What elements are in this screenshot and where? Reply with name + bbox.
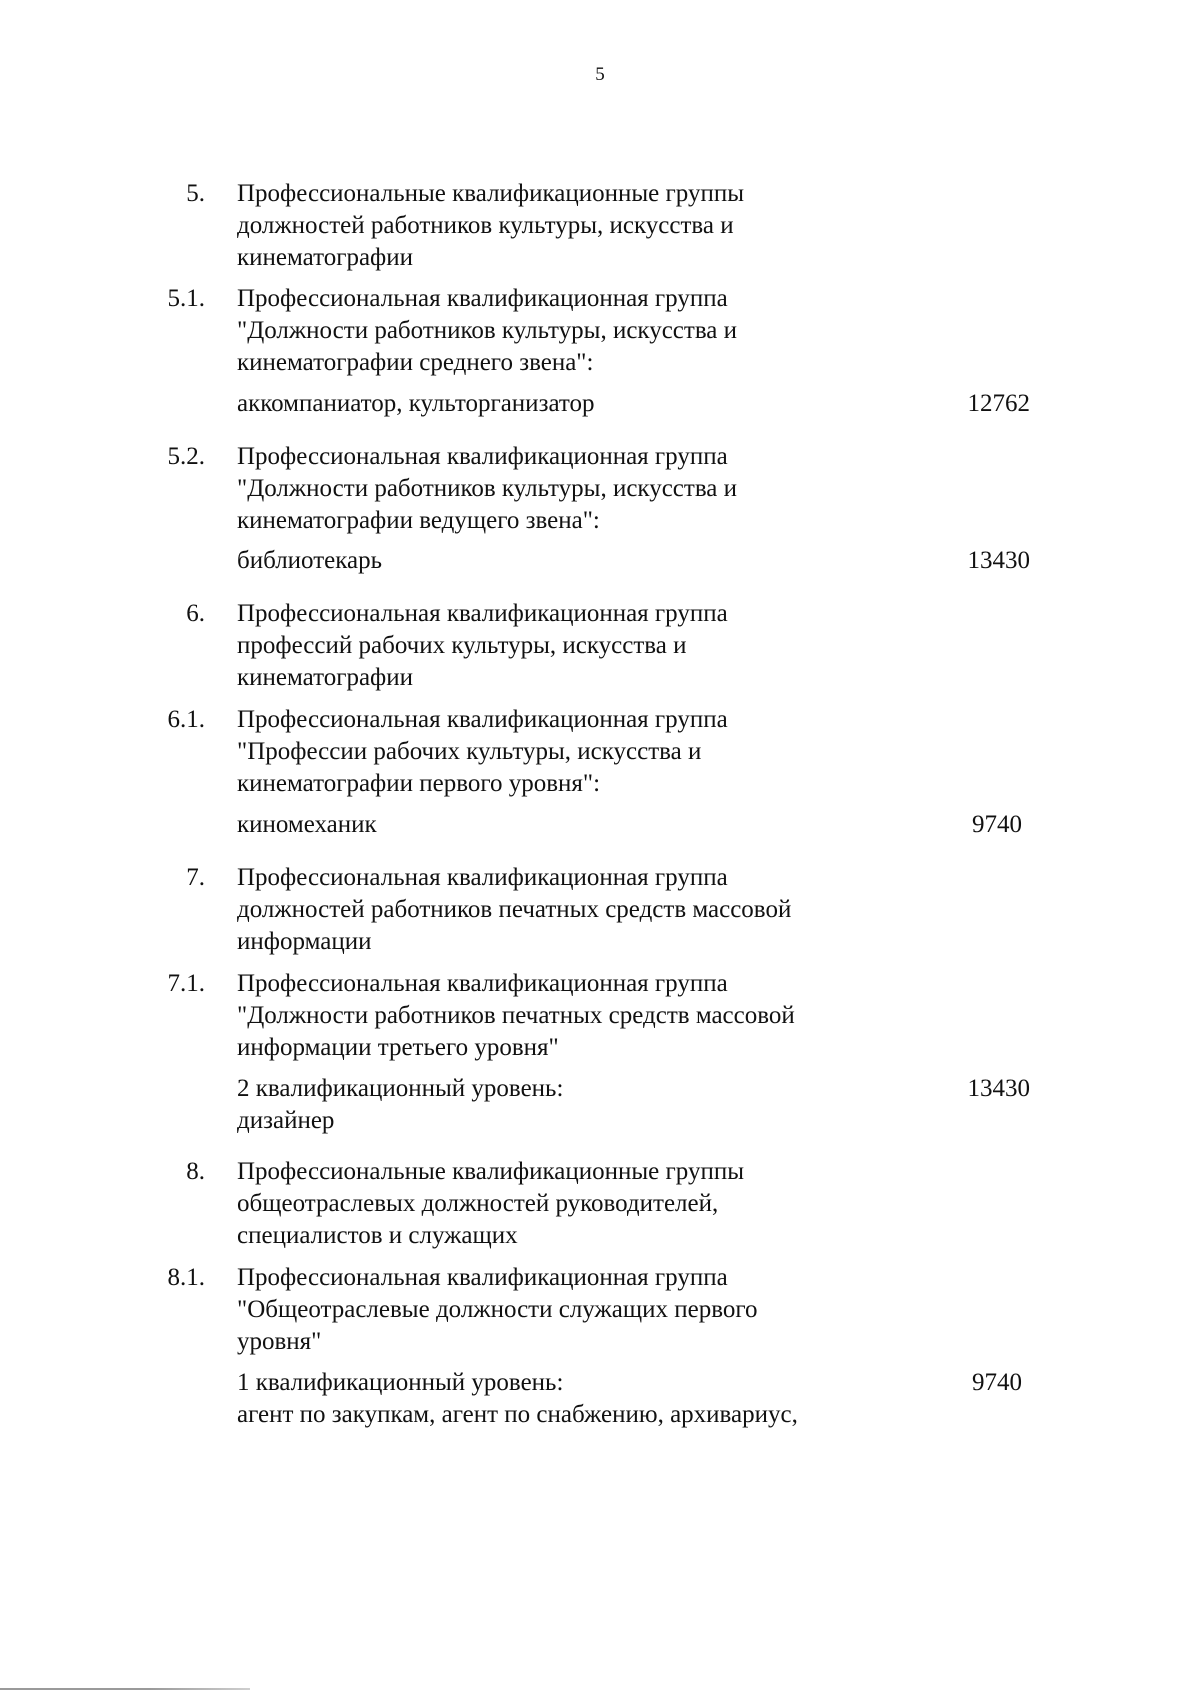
text-line: кинематографии	[237, 664, 414, 691]
section-number: 7.1.	[167, 970, 205, 997]
text-line: Профессиональная квалификационная группа	[237, 1264, 728, 1291]
section-text	[237, 283, 917, 379]
position-text	[237, 1367, 917, 1431]
text-line: Профессиональные квалификационные группы	[237, 180, 745, 207]
section-number: 5.1.	[167, 285, 205, 312]
text-line: кинематографии первого уровня":	[237, 770, 601, 797]
text-line: Профессиональная квалификационная группа	[237, 864, 728, 891]
salary-value: 9740	[972, 811, 1022, 838]
text-line: библиотекарь	[237, 547, 383, 574]
salary-value: 12762	[967, 390, 1030, 417]
text-line: "Общеотраслевые должности служащих первого	[237, 1296, 758, 1323]
section-text	[237, 968, 917, 1064]
section-text	[237, 598, 917, 694]
salary-value: 9740	[972, 1369, 1022, 1396]
section-number: 8.1.	[167, 1264, 205, 1291]
salary-value: 13430	[967, 547, 1030, 574]
text-line: информации	[237, 928, 372, 955]
salary-value: 13430	[967, 1075, 1030, 1102]
position-text	[237, 545, 917, 577]
section-number: 6.	[186, 600, 205, 627]
text-line: кинематографии среднего звена":	[237, 349, 594, 376]
text-line: уровня"	[237, 1328, 322, 1355]
section-text	[237, 704, 917, 800]
text-line: 1 квалификационный уровень:	[237, 1369, 564, 1396]
section-number: 5.2.	[167, 443, 205, 470]
scan-artifact-divider	[0, 1688, 250, 1690]
text-line: общеотраслевых должностей руководителей,	[237, 1190, 719, 1217]
text-line: агент по закупкам, агент по снабжению, архивариус,	[237, 1401, 798, 1428]
text-line: кинематографии ведущего звена":	[237, 507, 600, 534]
text-line: Профессиональная квалификационная группа	[237, 285, 728, 312]
section-text	[237, 441, 917, 537]
text-line: специалистов и служащих	[237, 1222, 518, 1249]
section-text	[237, 1262, 917, 1358]
text-line: должностей работников культуры, искусства и	[237, 212, 734, 239]
text-line: должностей работников печатных средств массовой	[237, 896, 792, 923]
text-line: "Должности работников печатных средств массовой	[237, 1002, 795, 1029]
text-line: Профессиональные квалификационные группы	[237, 1158, 745, 1185]
text-line: кинематографии	[237, 244, 414, 271]
text-line: 2 квалификационный уровень:	[237, 1075, 564, 1102]
position-text	[237, 809, 917, 841]
section-number: 7.	[186, 864, 205, 891]
text-line: "Должности работников культуры, искусства и	[237, 317, 738, 344]
page-number: 5	[595, 64, 605, 85]
text-line: Профессиональная квалификационная группа	[237, 970, 728, 997]
text-line: информации третьего уровня"	[237, 1034, 559, 1061]
position-text	[237, 1073, 917, 1137]
section-text	[237, 1156, 917, 1252]
text-line: "Профессии рабочих культуры, искусства и	[237, 738, 702, 765]
section-text	[237, 178, 917, 274]
text-line: Профессиональная квалификационная группа	[237, 706, 728, 733]
section-text	[237, 862, 917, 958]
text-line: киномеханик	[237, 811, 377, 838]
position-text	[237, 388, 917, 420]
text-line: профессий рабочих культуры, искусства и	[237, 632, 687, 659]
section-number: 6.1.	[167, 706, 205, 733]
section-number: 8.	[186, 1158, 205, 1185]
text-line: аккомпаниатор, культорганизатор	[237, 390, 595, 417]
text-line: Профессиональная квалификационная группа	[237, 600, 728, 627]
text-line: дизайнер	[237, 1107, 335, 1134]
text-line: Профессиональная квалификационная группа	[237, 443, 728, 470]
text-line: "Должности работников культуры, искусства и	[237, 475, 738, 502]
section-number: 5.	[186, 180, 205, 207]
